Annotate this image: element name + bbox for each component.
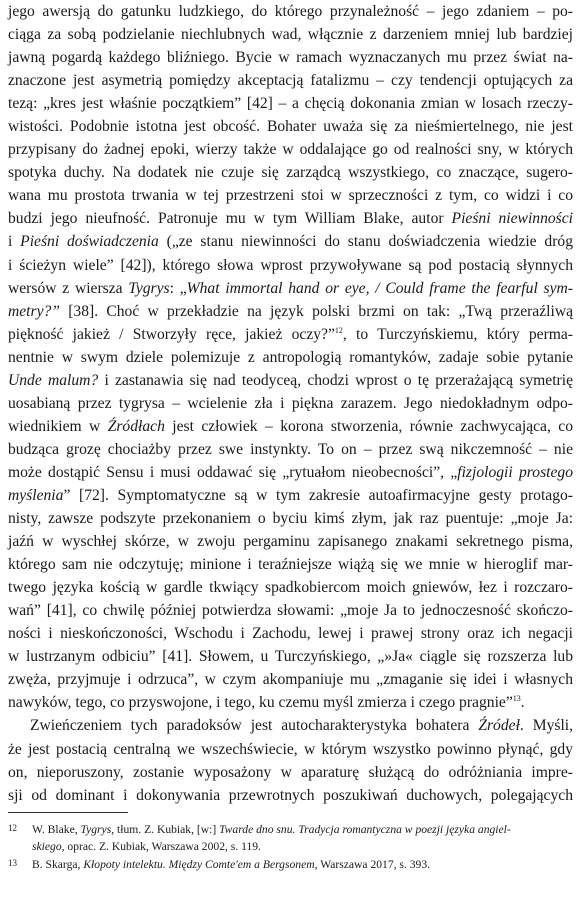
text-line: przypisany do żadnej epoki, wierzy także w oddalające go od realności sny, w których bbox=[8, 141, 573, 159]
text-line: nentnie w swym dziele polemizuje z antropologią romantyków, zadaje sobie pytanie bbox=[8, 348, 573, 366]
footnote-text: W. Blake, Tygrys, tłum. Z. Kubiak, [w:] Twarde dno snu. Tradycja romantyczna w poezji języka angiel- bbox=[32, 823, 511, 836]
text-line: jego awersją do gatunku ludzkiego, do którego przynależność – jego zdaniem – po- bbox=[8, 3, 573, 20]
text-line: nisty, zawsze podszyte przekonaniem o byciu kimś złym, jak raz puentuje: „moje Ja: bbox=[8, 510, 573, 528]
text-line: tezą: „kres jest właśnie początkiem” [42] – a chęcią dokonania zmian w losach rzeczy- bbox=[8, 95, 573, 113]
footnote-13 bbox=[8, 855, 573, 874]
text-line: budzi jego nieufność. Patronuje mu w tym William Blake, autor Pieśni niewinności bbox=[8, 210, 574, 228]
text-line: sji od dominant i dokonywania przewrotnych poszukiwań duchowych, polegających bbox=[8, 786, 573, 804]
text-line: ciąga za sobą podzielanie niechlubnych wad, włącznie z darzeniem mniej lub bardziej bbox=[8, 26, 573, 44]
text-line: uosabianą przez tygrysa – wcielenie zła i piękna zarazem. Jego niedokładnym odpo- bbox=[8, 394, 573, 412]
text-line: że jest postacią centralną we wszechświecie, w którym wszystko powinno płynąć, gdy bbox=[8, 740, 573, 758]
text-line: w lustrzanym odbiciu” [41]. Słowem, u Turczyńskiego, „»Ja« ciągle się rozszerza lub bbox=[8, 648, 573, 666]
footnote-12 bbox=[8, 820, 573, 839]
text-line: on, nieporuszony, zostanie wyposażony w aparaturę służącą do odróżniania impre- bbox=[8, 763, 573, 781]
text-line: twego języka kością w gardle tkwiący spadkobiercom moich gniewów, łez i rozczaro- bbox=[8, 579, 573, 597]
text-line: wiednikiem w Źródłach jest człowiek – korona stworzenia, równie zachwycająca, co bbox=[8, 417, 573, 435]
text-line: wana mu prostota trwania w tej przestrzeni stoi w sprzeczności z tym, co widzi i co bbox=[8, 187, 573, 205]
text-line: wersów z wiersza Tygrys: „What immortal hand or eye, / Could frame the fearful sym- bbox=[8, 279, 573, 297]
footnote-number: 13 bbox=[8, 858, 17, 868]
main-text bbox=[8, 0, 573, 807]
text-line: i Pieśni doświadczenia („ze stanu niewinności do stanu doświadczenia wiedzie dróg bbox=[8, 233, 574, 251]
footnote-text: B. Skarga, Kłopoty intelektu. Między Comte'em a Bergsonem, Warszawa 2017, s. 393. bbox=[32, 858, 431, 871]
text-line: znaczone jest asymetrią pomiędzy akceptacją fatalizmu – czy tendencji optujących za bbox=[8, 72, 573, 90]
text-line: wań” [41], co chwilę później potwierdza słowami: „moje Ja to jednoczesność skończo- bbox=[8, 602, 573, 620]
footnote-divider bbox=[8, 812, 128, 813]
footnote-number: 12 bbox=[8, 823, 17, 833]
text-line: Zwieńczeniem tych paradoksów jest autocharakterystyka bohatera Źródeł. Myśli, bbox=[30, 717, 574, 735]
text-line: jawną pogardą każdego bliźniego. Bycie w ramach wyznaczanych mu przez świat na- bbox=[8, 49, 573, 67]
text-line: może dostąpić Sensu i musi oddawać się „rytuałom nieobecności”, „fizjologii prostego bbox=[8, 463, 573, 481]
text-line: i ścieżyn wiele” [42]), którego słowa wprost przywoływane są pod postacią słynnych bbox=[8, 256, 573, 274]
text-line: spotyka duchy. Na dodatek nie czuje się zarządcą wszystkiego, co znaczące, sugero- bbox=[8, 164, 573, 182]
text-line: metry?” [38]. Choć w przekładzie na język polski brzmi on tak: „Twą przeraźliwą bbox=[8, 302, 573, 320]
text-line: zwęża, przyjmuje i odrzuca”, w czym akompaniuje mu „zmaganie się idei i własnych bbox=[8, 671, 573, 689]
footnote-12-cont: skiego, oprac. Z. Kubiak, Warszawa 2002, s. 119. bbox=[32, 839, 261, 853]
text-line: jaźń w wyschłej skórze, w zwoju pergaminu zapisanego znakami sekretnego pisma, bbox=[8, 533, 573, 551]
text-line: nawyków, tego, co przyswojone, i tego, ku czemu myśl zmierza i czego pragnie”$^{13}$. bbox=[8, 694, 525, 712]
text-line: którego sam nie odczytuję; minione i teraźniejsze wiążą się we mnie w hieroglif mar- bbox=[8, 556, 573, 574]
text-line: budząca grozę chociażby przez swe instynkty. To on – przez swą nikczemność – nie bbox=[8, 440, 573, 458]
text-line: piękność jakież / Stworzyły ręce, jakież oczy?”$^{12}$, to Turczyńskiemu, który perma- bbox=[8, 325, 574, 343]
text-line: ności i nieskończoności, Wschodu i Zachodu, lewej i prawej strony oraz ich negacji bbox=[8, 625, 573, 643]
footnotes bbox=[8, 820, 573, 874]
text-line: Unde malum? i zastanawia się nad teodyceą, chodzi wprost o tę przerażającą symetrię bbox=[8, 371, 574, 389]
text-line: wistości. Podobnie istotna jest obcość. Bohater uważa się za nieśmiertelnego, nie jest bbox=[8, 118, 573, 136]
text-line: myślenia” [72]. Symptomatyczne są w tym zakresie autoafirmacyjne gesty protago- bbox=[8, 486, 573, 504]
